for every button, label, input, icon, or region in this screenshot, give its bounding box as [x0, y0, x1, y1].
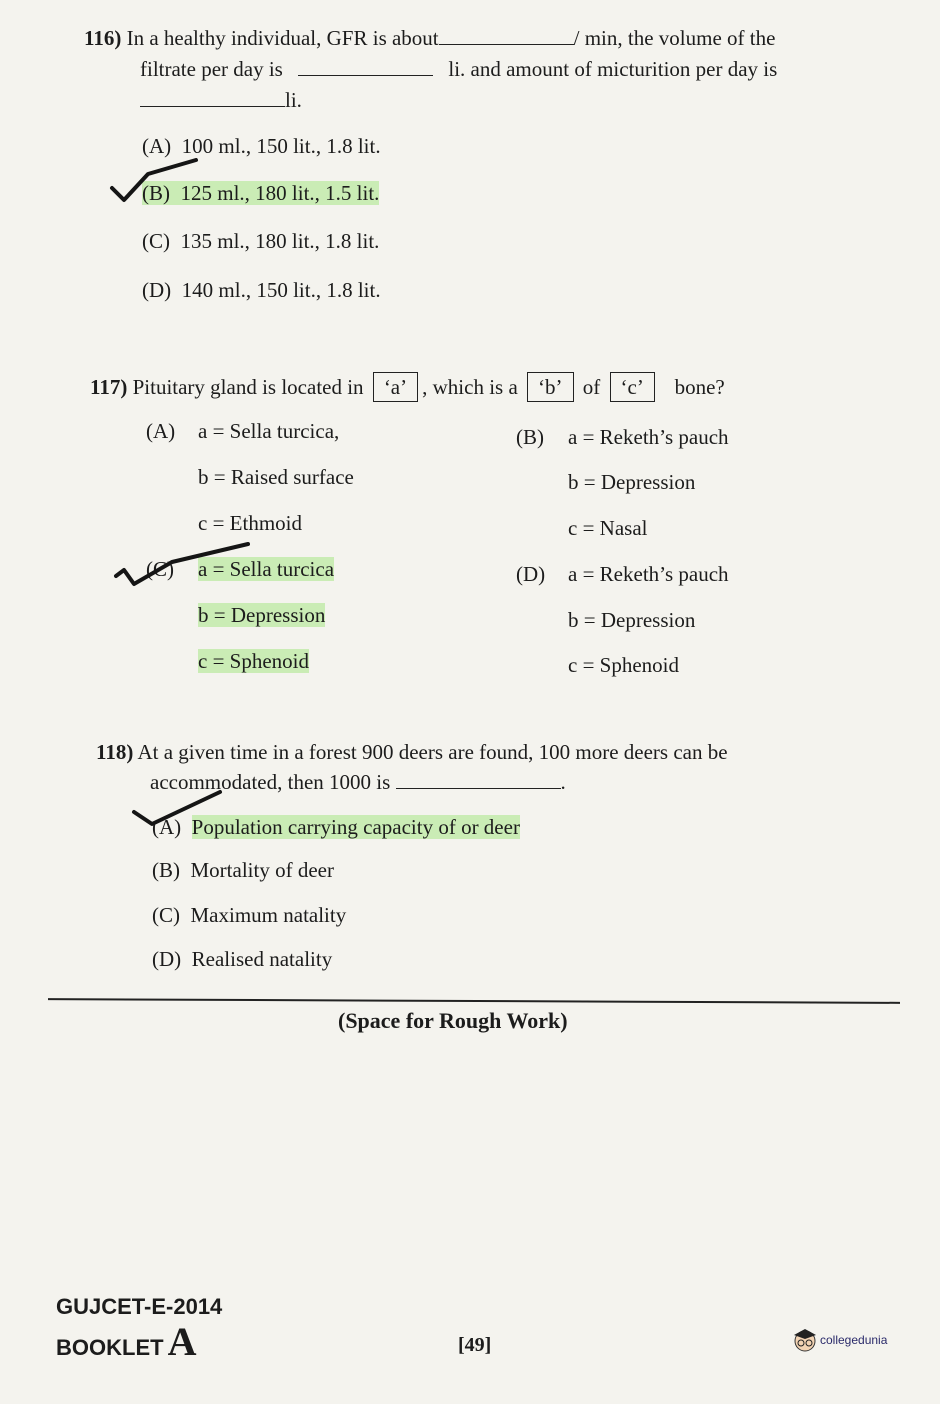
q117-question	[90, 372, 725, 402]
option-text: Population carrying capacity of or deer	[191, 815, 520, 839]
q116-text-3: li.	[285, 88, 302, 112]
q116-option-c[interactable]	[142, 229, 379, 254]
q118-line2: accommodated, then 1000 is .	[150, 770, 566, 794]
q117-number: 117)	[90, 375, 128, 399]
q117-option-d-label[interactable]: (D)	[516, 562, 546, 586]
divider	[48, 998, 900, 1004]
q116-number: 116)	[84, 26, 122, 50]
option-text: 100 ml., 150 lit., 1.8 lit.	[181, 134, 381, 158]
q117-option-b-b: b = Depression	[568, 470, 696, 494]
booklet-letter: A	[167, 1319, 197, 1364]
q117-text-a: Pituitary gland is located in	[132, 375, 364, 399]
option-text: c = Sphenoid	[198, 649, 309, 673]
option-label: (D)	[152, 947, 182, 971]
q117-option-b-a: a = Reketh’s pauch	[568, 425, 729, 449]
q117-text-of: of	[582, 375, 601, 399]
q116-line2	[140, 57, 777, 82]
option-label: (C)	[152, 903, 180, 927]
q117-option-b-c: c = Nasal	[568, 516, 648, 540]
q118-number: 118)	[96, 740, 134, 764]
option-text: 140 ml., 150 lit., 1.8 lit.	[181, 278, 381, 302]
q118-option-c[interactable]	[152, 903, 346, 928]
q117-box-a: ‘a’	[373, 372, 418, 402]
option-label: (A)	[142, 134, 172, 158]
option-text: b = Depression	[198, 603, 326, 627]
q117-option-c-b	[198, 603, 325, 628]
q116-text-2b: li. and amount of micturition per day is	[448, 57, 778, 81]
option-label: (D)	[142, 278, 172, 302]
page-number: [49]	[458, 1334, 492, 1356]
q118-text-1: At a given time in a forest 900 deers are found, 100 more deers can be	[137, 740, 728, 764]
exam-code: GUJCET-E-2014	[56, 1294, 223, 1319]
mascot-icon	[792, 1326, 818, 1354]
q118-option-d[interactable]	[152, 947, 332, 972]
booklet-label: BOOKLET	[56, 1335, 164, 1360]
logo-text: collegedunia	[820, 1333, 888, 1347]
q116-text-1a: In a healthy individual, GFR is about	[126, 26, 439, 50]
q116-text-2a: filtrate per day is	[140, 57, 283, 81]
q117-option-a-label[interactable]: (A)	[146, 419, 176, 443]
q116-blank-2	[298, 74, 433, 76]
q118-line1	[96, 740, 728, 765]
q116-blank-1	[439, 43, 574, 45]
checkmark-icon	[112, 540, 252, 590]
collegedunia-logo	[792, 1326, 887, 1354]
checkmark-icon	[108, 158, 203, 208]
booklet-id	[56, 1318, 196, 1365]
option-text: Realised natality	[191, 947, 333, 971]
option-text: 125 ml., 180 lit., 1.5 lit.	[180, 181, 380, 205]
option-label: (B)	[152, 858, 180, 882]
q117-option-d-a: a = Reketh’s pauch	[568, 562, 729, 586]
option-label: (C)	[142, 229, 170, 253]
q117-option-a-b: b = Raised surface	[198, 465, 354, 489]
q117-option-b-label[interactable]: (B)	[516, 425, 544, 449]
q116-line3	[140, 88, 302, 113]
q117-option-d-b: b = Depression	[568, 608, 696, 632]
q117-option-a-c: c = Ethmoid	[198, 511, 302, 535]
q116-option-a[interactable]	[142, 134, 381, 159]
option-text: Mortality of deer	[190, 858, 334, 882]
q117-text-end: bone?	[674, 375, 725, 399]
option-text: a = Sella turcica	[198, 557, 335, 581]
q116-blank-3	[140, 105, 285, 107]
q116-option-d[interactable]	[142, 278, 381, 303]
option-label: (A)	[152, 815, 182, 839]
q117-option-c-label[interactable]: (C)	[146, 557, 174, 581]
q117-option-d-c: c = Sphenoid	[568, 653, 679, 677]
option-text: 135 ml., 180 lit., 1.8 lit.	[180, 229, 380, 253]
q118-blank	[396, 787, 561, 789]
q117-box-b: ‘b’	[527, 372, 574, 402]
q117-option-c-c	[198, 649, 309, 674]
q116-line1	[84, 26, 775, 51]
q117-text-b: , which is a	[422, 375, 518, 399]
option-text: Maximum natality	[190, 903, 347, 927]
q118-option-b[interactable]	[152, 858, 334, 883]
rough-work-label: (Space for Rough Work)	[338, 1008, 568, 1033]
q117-option-a-a: a = Sella turcica,	[198, 419, 340, 443]
option-label: (B)	[142, 181, 170, 205]
q116-text-1b: / min, the volume of the	[573, 26, 776, 50]
checkmark-icon	[128, 788, 228, 836]
q118-text-2: accommodated, then 1000 is	[150, 770, 391, 794]
q117-box-c: ‘c’	[610, 372, 655, 402]
